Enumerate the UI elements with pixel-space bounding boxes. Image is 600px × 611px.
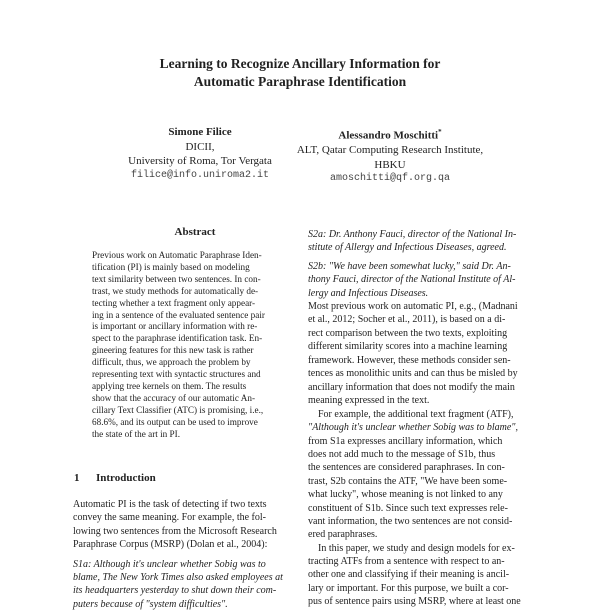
body-line: For example, the additional text fragment (ATF), [318, 408, 514, 420]
example-sentence-line: its headquarters yesterday to shut down their com- [73, 585, 277, 597]
example-sentence-line: lergy and Infectious Diseases. [308, 287, 429, 299]
abstract-body [92, 250, 302, 441]
section-heading-introduction [74, 472, 156, 484]
author-affiliation: HBKU [374, 158, 406, 171]
intro-line: Automatic PI is the task of detecting if two texts [73, 499, 267, 510]
author-name: Simone Filice [168, 126, 232, 138]
body-line: ered paraphrases. [308, 529, 378, 541]
paragraph-previous-work [308, 300, 528, 380]
abstract-line: ing in a sentence of the evaluated sentence pair [92, 309, 265, 320]
body-line: Most previous work on automatic PI, e.g., (Madnani [308, 301, 518, 312]
body-line: et al., 2012; Socher et al., 2011), is based on a di- [308, 314, 506, 326]
body-line: what lucky", whose meaning is not linked to any [308, 489, 503, 501]
author-footnote-mark: * [438, 128, 442, 136]
body-line: vant information, the two sentences are not consid- [308, 516, 513, 528]
body-line: meaning expressed in the text. [308, 395, 430, 407]
body-line: the sentences are considered paraphrases. In con- [308, 462, 505, 474]
abstract-line: show that the accuracy of our automatic An- [92, 392, 256, 403]
abstract-line: tecting whether a text fragment only appear- [92, 297, 256, 308]
paragraph-example [308, 381, 528, 555]
abstract-line: trast, we study methods for automatically de- [92, 285, 259, 296]
abstract-line: text similarity between two sentences. In con- [92, 273, 261, 284]
intro-line: convey the same meaning. For example, the fol- [73, 512, 266, 524]
title-line-2: Automatic Paraphrase Identification [193, 74, 407, 89]
intro-line: Paraphrase Corpus (MSRP) (Dolan et al., 2004): [73, 539, 268, 551]
example-sentence-line: puters because of "system difficulties". [73, 598, 228, 610]
abstract-line: difficult, thus, we approach the problem by [92, 357, 251, 368]
intro-column [73, 498, 291, 611]
abstract-line: gineering features for this new task is rather [92, 345, 254, 356]
example-sentence-line: S2b: "We have been somewhat lucky," said Dr. An- [308, 260, 511, 272]
body-line: rect comparison between the two texts, exploiting [308, 327, 508, 339]
abstract-line: the state of the art in PI. [92, 428, 181, 439]
section-number: 1 [74, 472, 80, 484]
author-block-2 [285, 125, 495, 187]
abstract-line: 68.6%, and its output can be used to improve [92, 416, 258, 427]
title-line-1: Learning to Recognize Ancillary Information for [159, 56, 441, 71]
author-block-1 [100, 125, 300, 183]
body-line: framework. However, these methods consider sen- [308, 354, 511, 366]
body-line: from S1a expresses ancillary information, which [308, 435, 503, 447]
body-line: pus of sentence pairs using MSRP, where at least one [308, 596, 521, 608]
body-line: different similarity scores into a machine learning [308, 341, 508, 353]
example-sentence-line: blame, The New York Times also asked employees at [73, 572, 283, 584]
body-line: trast, S2b contains the ATF, "We have been some- [308, 475, 508, 487]
author-email: filice@info.uniroma2.it [130, 169, 270, 181]
body-line: other one and classifying if their meaning is ancil- [308, 569, 510, 581]
author-affiliation: ALT, Qatar Computing Research Institute, [296, 144, 484, 157]
example-sentence-line: S1a: Although it's unclear whether Sobig was to [73, 558, 266, 570]
example-sentence-line: stitute of Allergy and Infectious Diseases, agreed. [308, 242, 507, 254]
abstract-line: Previous work on Automatic Paraphrase Iden- [92, 250, 262, 260]
abstract-line: tification (PI) is mainly based on modeling [92, 261, 250, 272]
abstract-line: is important or ancillary information with re- [92, 321, 258, 332]
section-title: Introduction [96, 472, 156, 484]
example-sentence-line: S2a: Dr. Anthony Fauci, director of the National In- [308, 229, 517, 240]
author-name-text: Alessandro Moschitti [338, 129, 439, 142]
paper-title [0, 55, 600, 91]
author-email: amoschitti@qf.org.qa [329, 173, 451, 185]
example-sentences [308, 228, 528, 300]
author-name [285, 125, 495, 143]
author-affiliation: DICII, [185, 140, 215, 153]
body-line: tences as monolithic units and can thus be misled by [308, 368, 518, 380]
body-line: does not add much to the message of S1b, thus [308, 449, 496, 461]
abstract-line: applying tree kernels on them. The results [92, 380, 247, 391]
abstract-heading: Abstract [174, 226, 216, 238]
body-line: "Although it's unclear whether Sobig was to blame", [308, 422, 518, 434]
body-line: ancillary information that does not modify the main [308, 382, 515, 393]
abstract-line: cillary Text Classifier (ATC) is promising, i.e., [92, 404, 264, 415]
body-line: constituent of S1b. Since such text expresses rele- [308, 502, 508, 514]
body-line: lary or important. For this purpose, we built a cor- [308, 582, 509, 594]
body-line: tracting ATFs from a sentence with respect to an- [308, 556, 505, 567]
body-line: In this paper, we study and design models for ex- [318, 542, 515, 554]
example-sentence-line: thony Fauci, director of the National Institute of Al- [308, 274, 516, 286]
author-affiliation: University of Roma, Tor Vergata [128, 155, 272, 167]
intro-line: lowing two sentences from the Microsoft Research [73, 525, 277, 537]
abstract-line: representing text with syntactic structures and [92, 369, 261, 380]
abstract-line: spect to the paraphrase identification task. En- [92, 333, 263, 344]
paragraph-this-paper [308, 555, 528, 609]
